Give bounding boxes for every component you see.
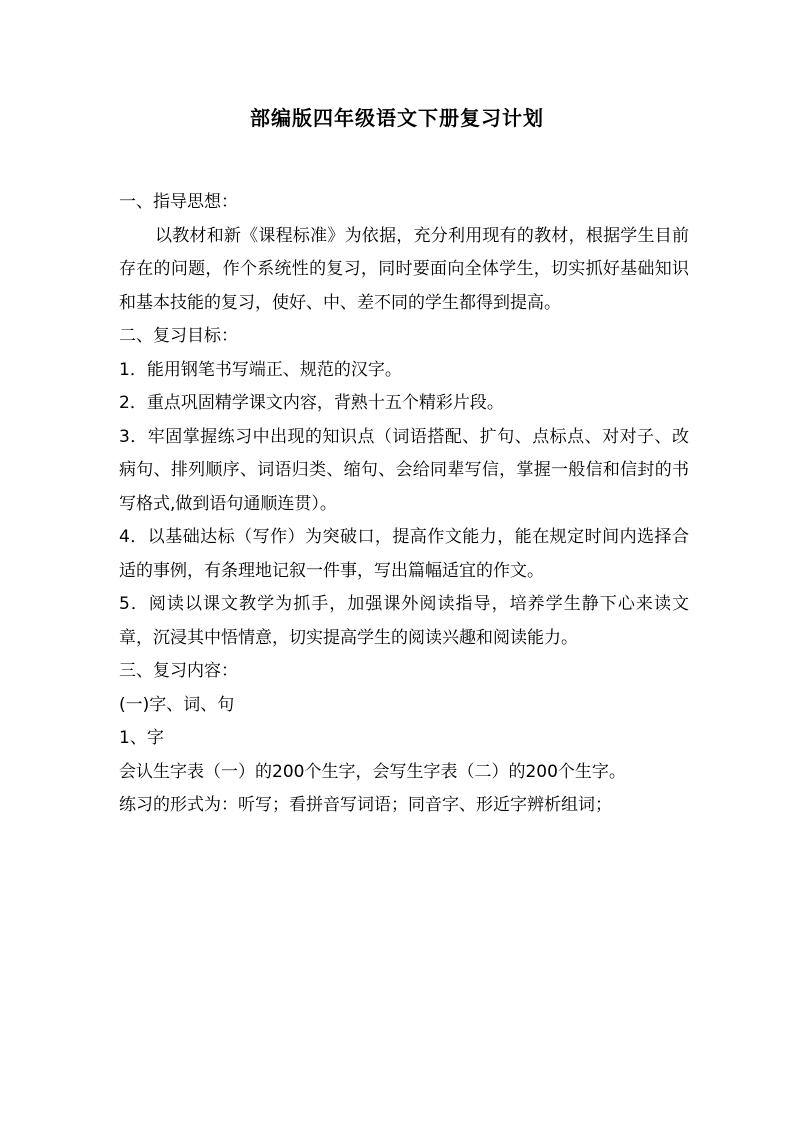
goal-item-4: 4．以基础达标（写作）为突破口，提高作文能力，能在规定时间内选择合适的事例，有条理地记叙一件事，写出篇幅适宜的作文。 xyxy=(119,527,689,581)
document-body xyxy=(119,186,689,823)
goal-item-1: 1．能用钢笔书写端正、规范的汉字。 xyxy=(119,359,402,380)
section-heading-review-goals: 二、复习目标： xyxy=(119,326,238,346)
section-heading-review-content: 三、复习内容： xyxy=(119,661,238,681)
document-title: 部编版四年级语文下册复习计划 xyxy=(250,106,544,130)
paragraph-exercise-forms: 练习的形式为：听写；看拼音写词语；同音字、形近字辨析组词； xyxy=(119,795,612,815)
section-heading-guiding-ideology: 一、指导思想： xyxy=(119,192,238,212)
goal-item-2: 2．重点巩固精学课文内容，背熟十五个精彩片段。 xyxy=(119,393,504,413)
goal-item-5: 5．阅读以课文教学为抓手，加强课外阅读指导，培养学生静下心来读文章，沉浸其中悟情意，切实提高学生的阅读兴趣和阅读能力。 xyxy=(119,594,689,648)
goal-item-3: 3．牢固掌握练习中出现的知识点（词语搭配、扩句、点标点、对对子、改病句、排列顺序、词语归类、缩句、会给同辈写信，掌握一般信和信封的书写格式,做到语句通顺连贯）。 xyxy=(119,426,689,514)
paragraph-characters-requirement: 会认生字表（一）的200个生字，会写生字表（二）的200个生字。 xyxy=(119,761,626,782)
subsection-heading-characters-words-sentences: (一)字、词、句 xyxy=(119,694,235,715)
subsection-heading-characters: 1、字 xyxy=(119,728,164,748)
paragraph-guiding-ideology: 以教材和新《课程标准》为依据，充分利用现有的教材，根据学生目前存在的问题，作个系统性的复习，同时要面向全体学生，切实抓好基础知识和基本技能的复习，使好、中、差不同的学生都得到提高。 xyxy=(119,225,689,313)
